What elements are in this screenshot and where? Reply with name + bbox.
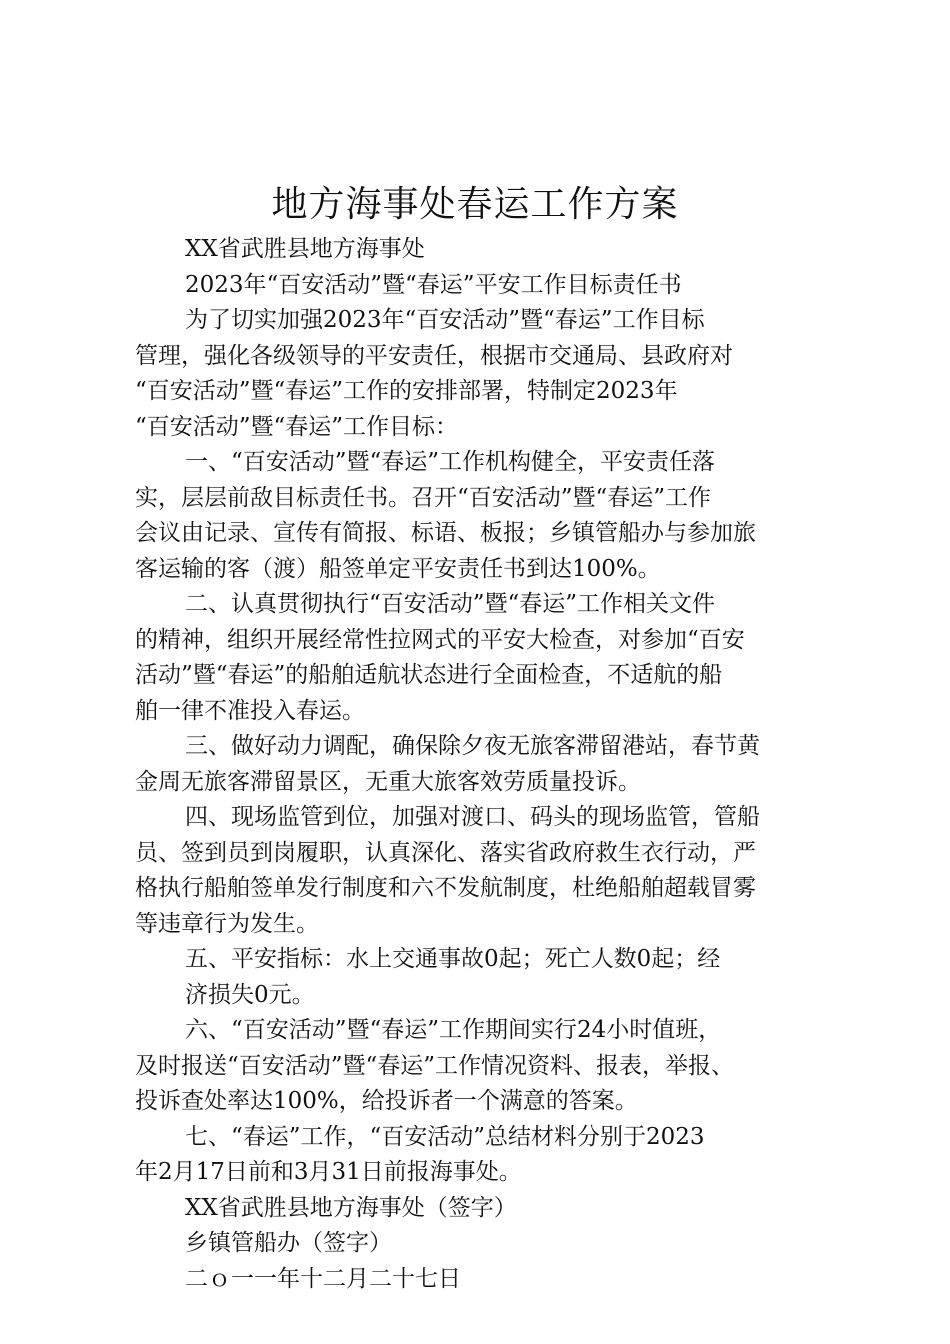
text-line: 六、“百安活动”暨“春运”工作期间实行24小时值班， bbox=[185, 1017, 722, 1043]
document-title: 地方海事处春运工作方案 bbox=[271, 184, 679, 225]
text-line: 及时报送“百安活动”暨“春运”工作情况资料、报表，举报、 bbox=[135, 1052, 735, 1079]
text-line: 的精神，组织开展经常性拉网式的平安大检查，对参加“百安 bbox=[135, 626, 745, 653]
text-line: 七、“春运”工作，“百安活动”总结材料分别于2023 bbox=[185, 1123, 705, 1150]
text-line: 二ｏ一一年十二月二十七日 bbox=[185, 1265, 461, 1292]
text-line: 一、“百安活动”暨“春运”工作机构健全，平安责任落 bbox=[185, 449, 716, 475]
text-line: 五、平安指标：水上交通事故0起；死亡人数0起；经 bbox=[185, 946, 721, 972]
text-line: 投诉查处率达100%，给投诉者一个满意的答案。 bbox=[135, 1088, 638, 1114]
text-line: 金周无旅客滞留景区，无重大旅客效劳质量投诉。 bbox=[135, 768, 641, 795]
text-line: 实，层层前敌目标责任书。召开“百安活动”暨“春运”工作 bbox=[135, 484, 712, 511]
text-line: 三、做好动力调配，确保除夕夜无旅客滞留港站，春节黄 bbox=[185, 733, 760, 759]
text-line: 等违章行为发生。 bbox=[135, 910, 319, 937]
text-line: 济损失0元。 bbox=[185, 981, 315, 1008]
text-line: 二、认真贯彻执行“百安活动”暨“春运”工作相关文件 bbox=[185, 591, 716, 617]
text-line: 2023年“百安活动”暨“春运”平安工作目标责任书 bbox=[185, 271, 682, 298]
text-line: 乡镇管船办（签字） bbox=[185, 1230, 392, 1256]
text-line: 活动”暨“春运”的船舶适航状态进行全面检查，不适航的船 bbox=[135, 662, 723, 688]
text-line: 格执行船舶签单发行制度和六不发航制度，杜绝船舶超载冒雾 bbox=[135, 875, 756, 901]
text-line: 舶一律不准投入春运。 bbox=[135, 697, 365, 724]
text-line: 会议由记录、宣传有简报、标语、板报；乡镇管船办与参加旅 bbox=[135, 520, 756, 546]
text-line: “百安活动”暨“春运”工作目标： bbox=[135, 413, 459, 440]
text-line: XX省武胜县地方海事处（签字） bbox=[185, 1194, 517, 1221]
text-line: 管理，强化各级领导的平安责任，根据市交通局、县政府对 bbox=[135, 342, 733, 369]
text-line: 四、现场监管到位，加强对渡口、码头的现场监管，管船 bbox=[185, 804, 760, 830]
text-line: “百安活动”暨“春运”工作的安排部署，特制定2023年 bbox=[135, 378, 678, 404]
text-line: XX省武胜县地方海事处 bbox=[185, 236, 425, 262]
text-line: 为了切实加强2023年“百安活动”暨“春运”工作目标 bbox=[185, 307, 705, 333]
text-line: 客运输的客（渡）船签单定平安责任书到达100%。 bbox=[135, 555, 661, 582]
document-body bbox=[135, 232, 835, 1297]
text-line: 年2月17日前和3月31日前报海事处。 bbox=[135, 1159, 522, 1185]
text-line: 员、签到员到岗履职，认真深化、落实省政府救生衣行动，严 bbox=[135, 839, 756, 866]
